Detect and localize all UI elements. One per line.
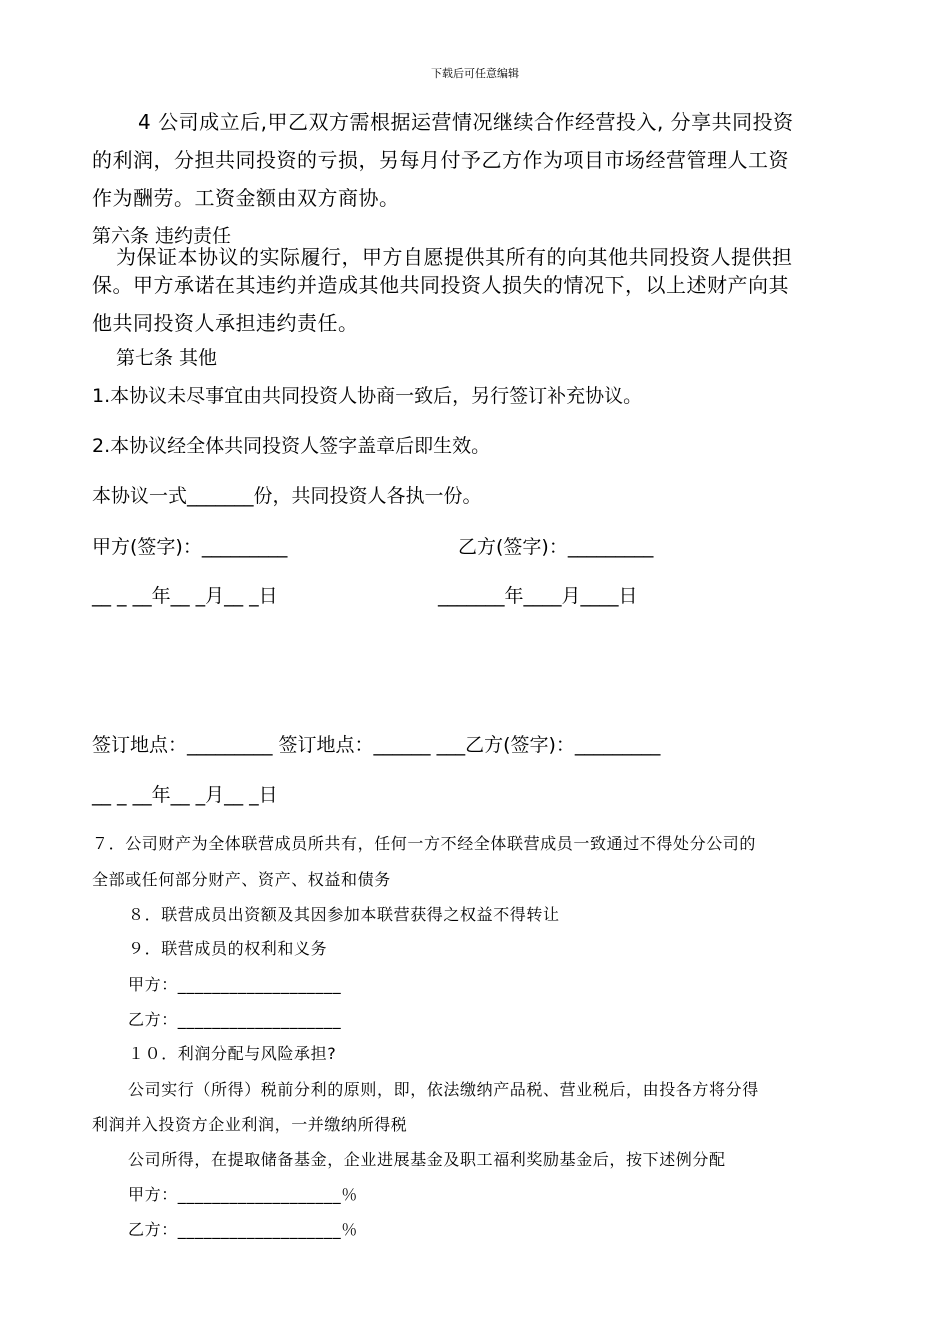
clause9-party-b: 乙方：___________________ — [128, 1010, 342, 1029]
clause10-party-a: 甲方：___________________％ — [128, 1185, 358, 1204]
clause10-para1-line2: 利润并入投资方企业利润，一并缴纳所得税 — [92, 1115, 408, 1134]
party-b-date: _______年____月____日 — [438, 585, 638, 607]
party-a-date: __ _ __年__ _月__ _日 — [92, 585, 278, 607]
article4-line3: 作为酬劳。工资金额由双方商协。 — [92, 186, 400, 210]
clause7-line1: ７．公司财产为全体联营成员所共有，任何一方不经全体联营成员一致通过不得处分公司的 — [92, 834, 757, 853]
clause7-line2: 全部或任何部分财产、资产、权益和债务 — [92, 870, 391, 889]
signing-place-line: 签订地点：_________ 签订地点：______ ___乙方(签字)：_________ — [92, 734, 661, 756]
article6-title: 第六条 违约责任 — [92, 225, 232, 247]
clause10-party-b: 乙方：___________________％ — [128, 1220, 358, 1239]
clause10: １０．利润分配与风险承担? — [128, 1044, 337, 1063]
article6-line2: 保。甲方承诺在其违约并造成其他共同投资人损失的情况下，以上述财产向其 — [92, 273, 789, 297]
article7-item1: 1.本协议未尽事宜由共同投资人协商一致后，另行签订补充协议。 — [92, 385, 643, 407]
article6-line1: 为保证本协议的实际履行，甲方自愿提供其所有的向其他共同投资人提供担 — [116, 245, 793, 269]
signing-date-2: __ _ __年__ _月__ _日 — [92, 784, 278, 806]
clause9: ９．联营成员的权利和义务 — [128, 939, 328, 958]
clause10-para1-line1: 公司实行（所得）税前分利的原则，即，依法缴纳产品税、营业税后，由投各方将分得 — [128, 1080, 759, 1099]
party-b-signature: 乙方(签字)：_________ — [458, 536, 654, 558]
article4-line2: 的利润，分担共同投资的亏损，另每月付予乙方作为项目市场经营管理人工资 — [92, 148, 789, 172]
copies-line: 本协议一式_______份，共同投资人各执一份。 — [92, 485, 482, 507]
party-a-signature: 甲方(签字)：_________ — [92, 536, 288, 558]
clause9-party-a: 甲方：___________________ — [128, 975, 342, 994]
article4-line1: 4 公司成立后,甲乙双方需根据运营情况继续合作经营投入, 分享共同投资 — [138, 110, 794, 134]
page-header: 下载后可任意编辑 — [431, 67, 519, 80]
article7-item2: 2.本协议经全体共同投资人签字盖章后即生效。 — [92, 435, 491, 457]
clause8: ８．联营成员出资额及其因参加本联营获得之权益不得转让 — [128, 905, 560, 924]
clause10-para2: 公司所得，在提取储备基金，企业进展基金及职工福利奖励基金后，按下述例分配 — [128, 1150, 726, 1169]
article6-line3: 他共同投资人承担违约责任。 — [92, 311, 359, 335]
article7-title: 第七条 其他 — [116, 347, 218, 369]
